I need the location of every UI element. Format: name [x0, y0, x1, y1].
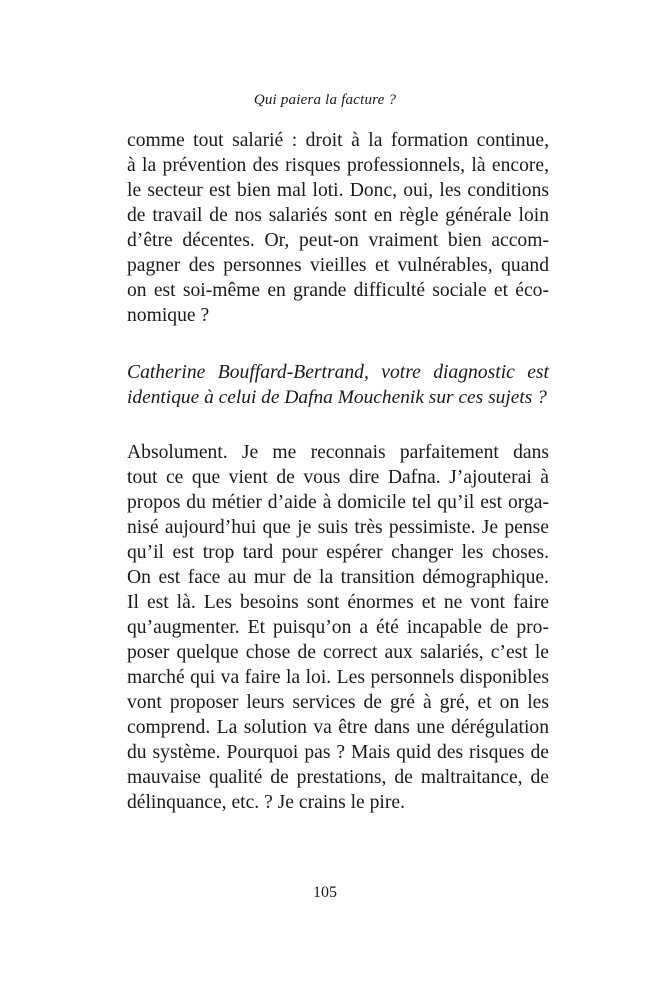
text-line: nisé aujourd’hui que je suis très pessimiste. Je pense [127, 517, 549, 538]
text-line: le secteur est bien mal loti. Donc, oui, les conditions [127, 180, 549, 201]
text-line: qu’augmenter. Et puisqu’on a été incapable de pro- [127, 617, 549, 638]
text-line: poser quelque chose de correct aux salariés, c’est le [127, 642, 549, 663]
text-line: On est face au mur de la transition démographique. [127, 567, 549, 588]
text-line: marché qui va faire la loi. Les personnels disponibles [127, 667, 549, 688]
text-line: on est soi-même en grande difficulté sociale et éco- [127, 280, 549, 301]
running-head: Qui paiera la facture ? [253, 92, 397, 108]
text-line: tout ce que vient de vous dire Dafna. J’ajouterai à [127, 467, 549, 488]
text-line: du système. Pourquoi pas ? Mais quid des risques de [127, 742, 549, 763]
text-line: délinquance, etc. ? Je crains le pire. [127, 792, 405, 813]
question-line: identique à celui de Dafna Mouchenik sur ces sujets ? [127, 387, 547, 408]
interviewer-question [127, 360, 549, 410]
text-line: comme tout salarié : droit à la formation continue, [127, 130, 549, 151]
text-line: qu’il est trop tard pour espérer changer les choses. [127, 542, 549, 563]
text-line: de travail de nos salariés sont en règle générale loin [127, 205, 549, 226]
answer-paragraph-2 [127, 440, 549, 815]
text-line: Absolument. Je me reconnais parfaitement dans [127, 442, 549, 463]
text-line: propos du métier d’aide à domicile tel qu’il est orga- [127, 492, 549, 513]
text-line: à la prévention des risques professionnels, là encore, [127, 155, 549, 176]
answer-paragraph-1 [127, 128, 549, 328]
text-line: d’être décentes. Or, peut-on vraiment bien accom- [127, 230, 549, 251]
page-number: 105 [313, 884, 337, 901]
question-line: Catherine Bouffard-Bertrand, votre diagnostic est [127, 362, 549, 383]
text-line: Il est là. Les besoins sont énormes et ne vont faire [127, 592, 549, 613]
text-line: vont proposer leurs services de gré à gré, et on les [127, 692, 549, 713]
text-line: nomique ? [127, 305, 210, 326]
text-line: pagner des personnes vieilles et vulnérables, quand [127, 255, 549, 276]
text-line: comprend. La solution va être dans une dérégulation [127, 717, 549, 738]
text-line: mauvaise qualité de prestations, de maltraitance, de [127, 767, 549, 788]
